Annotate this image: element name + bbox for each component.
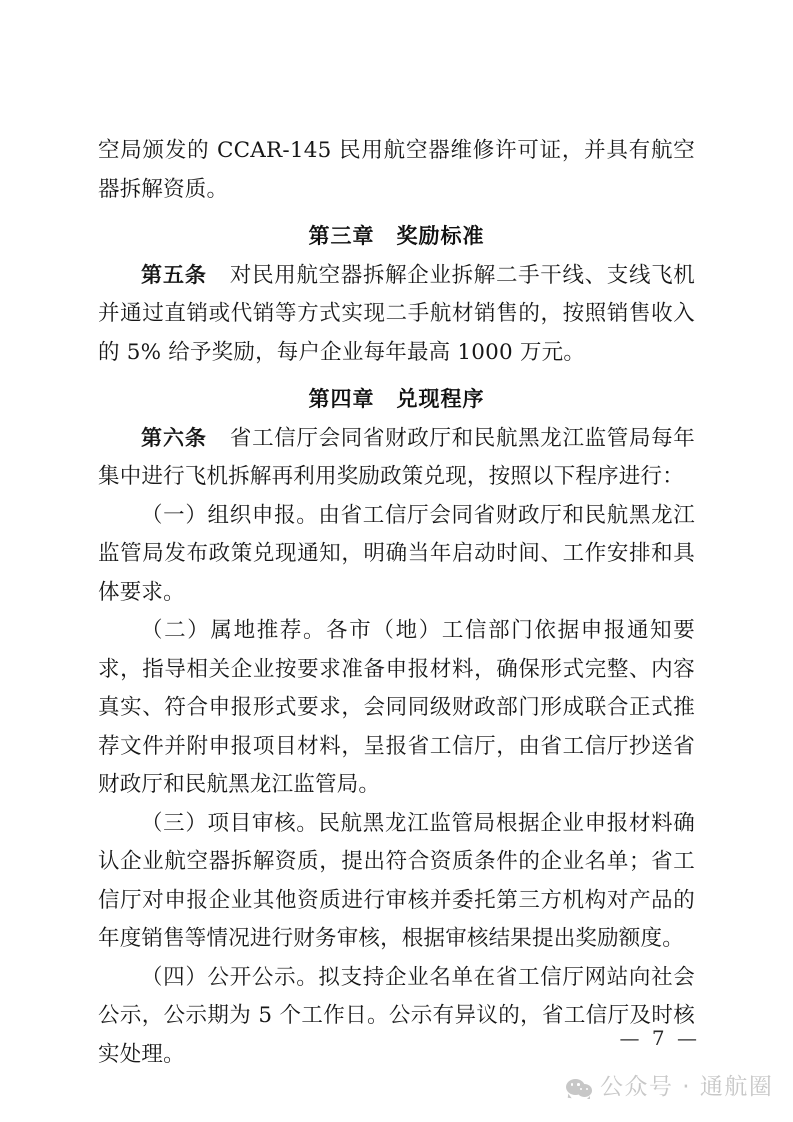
wechat-icon [566, 1076, 593, 1099]
procedure-item-1: （一）组织申报。由省工信厅会同省财政厅和民航黑龙江监管局发布政策兑现通知，明确当年启动时间、工作安排和具体要求。 [98, 502, 695, 605]
procedure-item-4: （四）公开公示。拟支持企业名单在省工信厅网站向社会公示，公示期为 5 个工作日。公示有异议的，省工信厅及时核实处理。 [98, 964, 695, 1067]
article-5-label: 第五条 [141, 262, 207, 287]
procedure-item-2: （二）属地推荐。各市（地）工信部门依据申报通知要求，指导相关企业按要求准备申报材料，确保形式完整、内容真实、符合申报形式要求，会同同级财政部门形成联合正式推荐文件并附申报项目材料，呈报省工信厅，由省工信厅抄送省财政厅和民航黑龙江监管局。 [98, 618, 695, 797]
spacer [98, 372, 695, 380]
procedure-item-3: （三）项目审核。民航黑龙江监管局根据企业申报材料确认企业航空器拆解资质，提出符合资质条件的企业名单；省工信厅对申报企业其他资质进行审核并委托第三方机构对产品的年度销售等情况进行财务审核，根据审核结果提出奖励额度。 [98, 810, 695, 951]
chapter-heading-3: 第三章 奖励标准 [308, 224, 485, 248]
document-body [98, 132, 695, 1074]
article-5-text: 对民用航空器拆解企业拆解二手干线、支线飞机并通过直销或代销等方式实现二手航材销售的，按照销售收入的 5% 给予奖励，每户企业每年最高 1000 万元。 [98, 262, 696, 365]
paragraph-continuation: 空局颁发的 CCAR-145 民用航空器维修许可证，并具有航空器拆解资质。 [98, 138, 695, 202]
spacer [98, 209, 695, 217]
page-number: — 7 — [619, 1026, 700, 1050]
watermark-text: 公众号 · 通航圈 [600, 1074, 774, 1100]
article-5 [98, 256, 695, 373]
article-6-text: 省工信厅会同省财政厅和民航黑龙江监管局每年集中进行飞机拆解再利用奖励政策兑现，按照以下程序进行： [98, 425, 696, 489]
chapter-heading-4: 第四章 兑现程序 [308, 387, 485, 411]
watermark-credit [566, 1076, 773, 1099]
article-6 [98, 419, 695, 497]
article-6-label: 第六条 [141, 425, 207, 450]
